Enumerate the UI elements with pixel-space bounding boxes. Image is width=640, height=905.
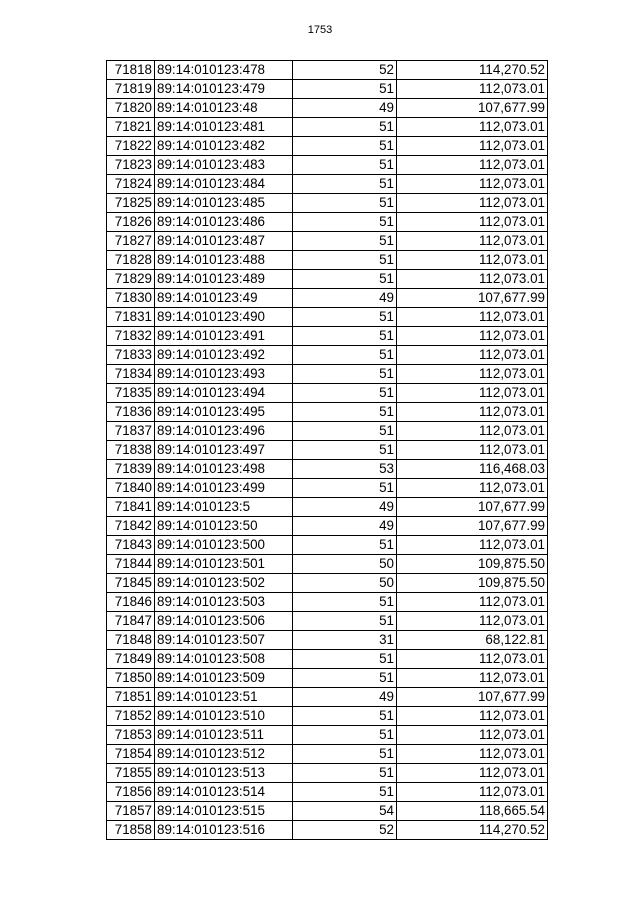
row-id-cell: 71834	[107, 365, 155, 384]
row-id-cell: 71850	[107, 669, 155, 688]
row-id-cell: 71822	[107, 137, 155, 156]
table-row	[107, 251, 548, 270]
cadastral-number-cell: 89:14:010123:500	[155, 536, 293, 555]
quantity-cell: 49	[293, 688, 397, 707]
cadastral-number-cell: 89:14:010123:48	[155, 99, 293, 118]
row-id-cell: 71827	[107, 232, 155, 251]
cadastral-number-cell: 89:14:010123:510	[155, 707, 293, 726]
amount-cell: 112,073.01	[397, 403, 548, 422]
table-row	[107, 536, 548, 555]
cadastral-number-cell: 89:14:010123:494	[155, 384, 293, 403]
row-id-cell: 71856	[107, 783, 155, 802]
row-id-cell: 71821	[107, 118, 155, 137]
quantity-cell: 51	[293, 745, 397, 764]
amount-cell: 107,677.99	[397, 99, 548, 118]
amount-cell: 112,073.01	[397, 137, 548, 156]
quantity-cell: 54	[293, 802, 397, 821]
table-row	[107, 61, 548, 80]
quantity-cell: 51	[293, 137, 397, 156]
amount-cell: 112,073.01	[397, 707, 548, 726]
quantity-cell: 51	[293, 346, 397, 365]
row-id-cell: 71824	[107, 175, 155, 194]
table-row	[107, 213, 548, 232]
quantity-cell: 53	[293, 460, 397, 479]
cadastral-number-cell: 89:14:010123:503	[155, 593, 293, 612]
row-id-cell: 71823	[107, 156, 155, 175]
row-id-cell: 71857	[107, 802, 155, 821]
table-row	[107, 745, 548, 764]
amount-cell: 112,073.01	[397, 175, 548, 194]
row-id-cell: 71854	[107, 745, 155, 764]
row-id-cell: 71847	[107, 612, 155, 631]
quantity-cell: 51	[293, 156, 397, 175]
table-row	[107, 821, 548, 840]
amount-cell: 112,073.01	[397, 441, 548, 460]
amount-cell: 116,468.03	[397, 460, 548, 479]
quantity-cell: 51	[293, 327, 397, 346]
table-row	[107, 574, 548, 593]
table-row	[107, 460, 548, 479]
quantity-cell: 51	[293, 593, 397, 612]
cadastral-number-cell: 89:14:010123:491	[155, 327, 293, 346]
table-row	[107, 802, 548, 821]
row-id-cell: 71836	[107, 403, 155, 422]
amount-cell: 112,073.01	[397, 479, 548, 498]
cadastral-number-cell: 89:14:010123:506	[155, 612, 293, 631]
cadastral-number-cell: 89:14:010123:483	[155, 156, 293, 175]
row-id-cell: 71853	[107, 726, 155, 745]
cadastral-number-cell: 89:14:010123:502	[155, 574, 293, 593]
quantity-cell: 51	[293, 213, 397, 232]
quantity-cell: 52	[293, 821, 397, 840]
amount-cell: 112,073.01	[397, 536, 548, 555]
amount-cell: 112,073.01	[397, 422, 548, 441]
amount-cell: 107,677.99	[397, 289, 548, 308]
table-row	[107, 232, 548, 251]
amount-cell: 112,073.01	[397, 346, 548, 365]
amount-cell: 114,270.52	[397, 61, 548, 80]
table-row	[107, 289, 548, 308]
quantity-cell: 50	[293, 555, 397, 574]
table-row	[107, 441, 548, 460]
quantity-cell: 51	[293, 479, 397, 498]
cadastral-number-cell: 89:14:010123:513	[155, 764, 293, 783]
amount-cell: 112,073.01	[397, 118, 548, 137]
quantity-cell: 31	[293, 631, 397, 650]
quantity-cell: 51	[293, 270, 397, 289]
row-id-cell: 71820	[107, 99, 155, 118]
row-id-cell: 71828	[107, 251, 155, 270]
cadastral-number-cell: 89:14:010123:501	[155, 555, 293, 574]
table-row	[107, 650, 548, 669]
quantity-cell: 51	[293, 80, 397, 99]
quantity-cell: 51	[293, 441, 397, 460]
table-row	[107, 593, 548, 612]
row-id-cell: 71837	[107, 422, 155, 441]
amount-cell: 112,073.01	[397, 270, 548, 289]
quantity-cell: 51	[293, 308, 397, 327]
amount-cell: 112,073.01	[397, 764, 548, 783]
amount-cell: 107,677.99	[397, 688, 548, 707]
amount-cell: 112,073.01	[397, 251, 548, 270]
row-id-cell: 71833	[107, 346, 155, 365]
table-row	[107, 669, 548, 688]
amount-cell: 112,073.01	[397, 726, 548, 745]
row-id-cell: 71846	[107, 593, 155, 612]
table-row	[107, 80, 548, 99]
table-row	[107, 194, 548, 213]
page-number: 1753	[307, 24, 333, 36]
cadastral-number-cell: 89:14:010123:515	[155, 802, 293, 821]
table-row	[107, 783, 548, 802]
table-row	[107, 688, 548, 707]
quantity-cell: 51	[293, 232, 397, 251]
cadastral-number-cell: 89:14:010123:493	[155, 365, 293, 384]
quantity-cell: 52	[293, 61, 397, 80]
row-id-cell: 71851	[107, 688, 155, 707]
amount-cell: 107,677.99	[397, 517, 548, 536]
amount-cell: 112,073.01	[397, 783, 548, 802]
cadastral-number-cell: 89:14:010123:497	[155, 441, 293, 460]
cadastral-number-cell: 89:14:010123:492	[155, 346, 293, 365]
quantity-cell: 51	[293, 783, 397, 802]
quantity-cell: 51	[293, 384, 397, 403]
amount-cell: 112,073.01	[397, 156, 548, 175]
table-row	[107, 137, 548, 156]
row-id-cell: 71825	[107, 194, 155, 213]
quantity-cell: 49	[293, 498, 397, 517]
cadastral-number-cell: 89:14:010123:488	[155, 251, 293, 270]
quantity-cell: 51	[293, 707, 397, 726]
cadastral-number-cell: 89:14:010123:484	[155, 175, 293, 194]
row-id-cell: 71839	[107, 460, 155, 479]
quantity-cell: 49	[293, 289, 397, 308]
cadastral-number-cell: 89:14:010123:489	[155, 270, 293, 289]
cadastral-number-cell: 89:14:010123:499	[155, 479, 293, 498]
table-row	[107, 403, 548, 422]
cadastral-number-cell: 89:14:010123:482	[155, 137, 293, 156]
amount-cell: 112,073.01	[397, 650, 548, 669]
table-row	[107, 764, 548, 783]
row-id-cell: 71830	[107, 289, 155, 308]
row-id-cell: 71855	[107, 764, 155, 783]
cadastral-number-cell: 89:14:010123:5	[155, 498, 293, 517]
data-table	[106, 60, 548, 840]
table-row	[107, 612, 548, 631]
cadastral-number-cell: 89:14:010123:516	[155, 821, 293, 840]
quantity-cell: 49	[293, 99, 397, 118]
quantity-cell: 51	[293, 669, 397, 688]
row-id-cell: 71831	[107, 308, 155, 327]
table-row	[107, 270, 548, 289]
row-id-cell: 71849	[107, 650, 155, 669]
amount-cell: 112,073.01	[397, 194, 548, 213]
table-row	[107, 308, 548, 327]
cadastral-number-cell: 89:14:010123:50	[155, 517, 293, 536]
row-id-cell: 71852	[107, 707, 155, 726]
row-id-cell: 71848	[107, 631, 155, 650]
quantity-cell: 51	[293, 536, 397, 555]
amount-cell: 112,073.01	[397, 669, 548, 688]
table-row	[107, 118, 548, 137]
cadastral-number-cell: 89:14:010123:495	[155, 403, 293, 422]
quantity-cell: 51	[293, 764, 397, 783]
cadastral-number-cell: 89:14:010123:51	[155, 688, 293, 707]
amount-cell: 118,665.54	[397, 802, 548, 821]
amount-cell: 112,073.01	[397, 612, 548, 631]
quantity-cell: 51	[293, 175, 397, 194]
cadastral-number-cell: 89:14:010123:487	[155, 232, 293, 251]
row-id-cell: 71843	[107, 536, 155, 555]
table-row	[107, 555, 548, 574]
quantity-cell: 51	[293, 612, 397, 631]
cadastral-number-cell: 89:14:010123:511	[155, 726, 293, 745]
cadastral-number-cell: 89:14:010123:508	[155, 650, 293, 669]
row-id-cell: 71844	[107, 555, 155, 574]
row-id-cell: 71840	[107, 479, 155, 498]
cadastral-number-cell: 89:14:010123:481	[155, 118, 293, 137]
table-row	[107, 99, 548, 118]
quantity-cell: 51	[293, 251, 397, 270]
table-row	[107, 422, 548, 441]
row-id-cell: 71842	[107, 517, 155, 536]
amount-cell: 68,122.81	[397, 631, 548, 650]
amount-cell: 112,073.01	[397, 80, 548, 99]
cadastral-number-cell: 89:14:010123:509	[155, 669, 293, 688]
amount-cell: 109,875.50	[397, 574, 548, 593]
cadastral-number-cell: 89:14:010123:496	[155, 422, 293, 441]
row-id-cell: 71829	[107, 270, 155, 289]
quantity-cell: 51	[293, 365, 397, 384]
amount-cell: 112,073.01	[397, 745, 548, 764]
row-id-cell: 71832	[107, 327, 155, 346]
quantity-cell: 51	[293, 650, 397, 669]
cadastral-number-cell: 89:14:010123:512	[155, 745, 293, 764]
amount-cell: 112,073.01	[397, 593, 548, 612]
quantity-cell: 49	[293, 517, 397, 536]
cadastral-number-cell: 89:14:010123:498	[155, 460, 293, 479]
table-row	[107, 498, 548, 517]
table-row	[107, 156, 548, 175]
cadastral-number-cell: 89:14:010123:485	[155, 194, 293, 213]
amount-cell: 112,073.01	[397, 308, 548, 327]
table-row	[107, 384, 548, 403]
quantity-cell: 51	[293, 422, 397, 441]
cadastral-number-cell: 89:14:010123:478	[155, 61, 293, 80]
amount-cell: 109,875.50	[397, 555, 548, 574]
quantity-cell: 51	[293, 403, 397, 422]
table-row	[107, 707, 548, 726]
quantity-cell: 51	[293, 194, 397, 213]
amount-cell: 107,677.99	[397, 498, 548, 517]
cadastral-number-cell: 89:14:010123:490	[155, 308, 293, 327]
cadastral-number-cell: 89:14:010123:49	[155, 289, 293, 308]
amount-cell: 112,073.01	[397, 213, 548, 232]
cadastral-number-cell: 89:14:010123:479	[155, 80, 293, 99]
row-id-cell: 71845	[107, 574, 155, 593]
amount-cell: 114,270.52	[397, 821, 548, 840]
table-row	[107, 517, 548, 536]
row-id-cell: 71819	[107, 80, 155, 99]
table-row	[107, 631, 548, 650]
table-row	[107, 479, 548, 498]
table-row	[107, 726, 548, 745]
row-id-cell: 71818	[107, 61, 155, 80]
row-id-cell: 71858	[107, 821, 155, 840]
table-row	[107, 327, 548, 346]
cadastral-number-cell: 89:14:010123:514	[155, 783, 293, 802]
quantity-cell: 50	[293, 574, 397, 593]
table-body	[107, 61, 548, 840]
cadastral-number-cell: 89:14:010123:486	[155, 213, 293, 232]
cadastral-number-cell: 89:14:010123:507	[155, 631, 293, 650]
row-id-cell: 71841	[107, 498, 155, 517]
quantity-cell: 51	[293, 118, 397, 137]
amount-cell: 112,073.01	[397, 365, 548, 384]
table-row	[107, 175, 548, 194]
row-id-cell: 71835	[107, 384, 155, 403]
table-row	[107, 365, 548, 384]
quantity-cell: 51	[293, 726, 397, 745]
amount-cell: 112,073.01	[397, 384, 548, 403]
table-row	[107, 346, 548, 365]
amount-cell: 112,073.01	[397, 232, 548, 251]
amount-cell: 112,073.01	[397, 327, 548, 346]
row-id-cell: 71826	[107, 213, 155, 232]
row-id-cell: 71838	[107, 441, 155, 460]
